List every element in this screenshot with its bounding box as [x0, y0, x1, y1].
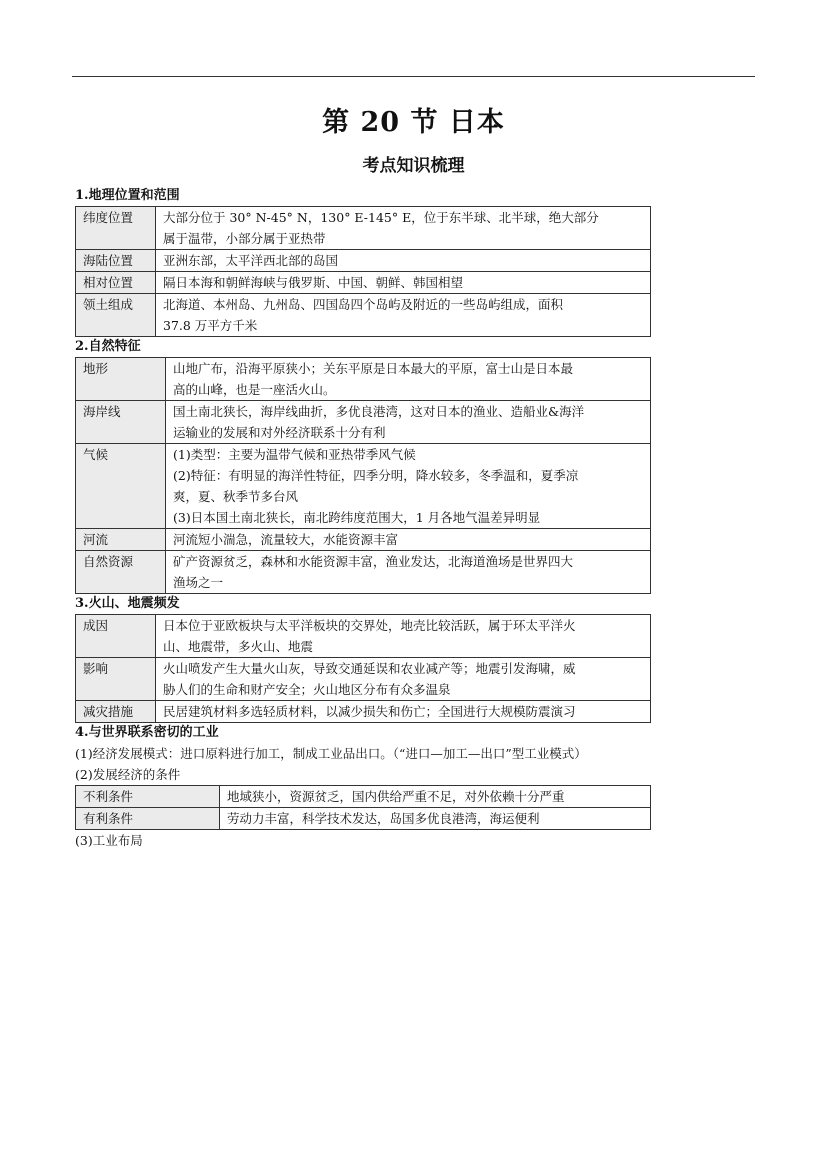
row-content	[220, 808, 651, 830]
row-content	[166, 401, 651, 444]
row-text-line: 胁人们的生命和财产安全；火山地区分布有众多温泉	[163, 682, 451, 697]
table-row	[76, 444, 651, 529]
table-row	[76, 808, 651, 830]
row-content	[156, 250, 651, 272]
row-text-line: 爽，夏、秋季节多台风	[173, 489, 299, 504]
row-label: 影响	[76, 658, 156, 701]
section-heading-location: 1.地理位置和范围	[75, 188, 180, 203]
table-row	[76, 658, 651, 701]
row-text-line: 地域狭小，资源贫乏，国内供给严重不足，对外依赖十分严重	[227, 789, 565, 804]
row-label: 海陆位置	[76, 250, 156, 272]
row-content	[220, 786, 651, 808]
section-heading-disasters: 3.火山、地震频发	[75, 596, 180, 611]
row-text-line: 运输业的发展和对外经济联系十分有利	[173, 425, 386, 440]
row-label: 不利条件	[76, 786, 220, 808]
row-label: 气候	[76, 444, 166, 529]
table-row	[76, 294, 651, 337]
row-content	[156, 658, 651, 701]
row-text-line: 矿产资源贫乏，森林和水能资源丰富，渔业发达，北海道渔场是世界四大	[173, 554, 574, 569]
row-content	[166, 358, 651, 401]
row-text-line: 亚洲东部，太平洋西北部的岛国	[163, 253, 339, 268]
row-text-line: 国土南北狭长，海岸线曲折，多优良港湾，这对日本的渔业、造船业&海洋	[173, 404, 585, 419]
header-rule	[72, 76, 755, 77]
row-text-line: 火山喷发产生大量火山灰，导致交通延误和农业减产等；地震引发海啸，威	[163, 661, 576, 676]
row-label: 海岸线	[76, 401, 166, 444]
row-text-line: 河流短小湍急，流量较大，水能资源丰富	[173, 532, 399, 547]
industry-item-1: (1)经济发展模式：进口原料进行加工，制成工业品出口。（“进口—加工—出口”型工业模式）	[75, 746, 587, 761]
row-text-line: 属于温带，小部分属于亚热带	[163, 231, 326, 246]
document-body	[75, 186, 755, 851]
row-label: 纬度位置	[76, 207, 156, 250]
row-content	[156, 615, 651, 658]
row-content	[156, 701, 651, 723]
page-title: 第 20 节 日本	[322, 107, 505, 138]
row-text-line: 高的山峰，也是一座活火山。	[173, 382, 336, 397]
row-content	[166, 444, 651, 529]
row-label: 有利条件	[76, 808, 220, 830]
section-heading-nature: 2.自然特征	[75, 339, 141, 354]
industry-item-3: (3)工业布局	[75, 833, 143, 848]
table-row	[76, 207, 651, 250]
row-text-line: 大部分位于 30° N-45° N，130° E-145° E，位于东半球、北半球，绝大部分	[163, 210, 599, 225]
row-text-line: 隔日本海和朝鲜海峡与俄罗斯、中国、朝鲜、韩国相望	[163, 275, 464, 290]
location-table	[75, 206, 651, 337]
row-text-line: 民居建筑材料多选轻质材料，以减少损失和伤亡；全国进行大规模防震演习	[163, 704, 576, 719]
row-label: 地形	[76, 358, 166, 401]
row-text-line: 山、地震带，多火山、地震	[163, 639, 314, 654]
table-row	[76, 358, 651, 401]
table-row	[76, 272, 651, 294]
row-text-line: (1)类型：主要为温带气候和亚热带季风气候	[173, 447, 416, 462]
section-heading-industry: 4.与世界联系密切的工业	[75, 725, 219, 740]
nature-table	[75, 357, 651, 594]
row-text-line: 山地广布，沿海平原狭小；关东平原是日本最大的平原，富士山是日本最	[173, 361, 574, 376]
row-content	[166, 529, 651, 551]
row-text-line: 37.8 万平方千米	[163, 318, 258, 333]
row-text-line: (2)特征：有明显的海洋性特征，四季分明，降水较多，冬季温和，夏季凉	[173, 468, 579, 483]
row-text-line: 劳动力丰富，科学技术发达，岛国多优良港湾，海运便利	[227, 811, 540, 826]
row-text-line: 渔场之一	[173, 575, 224, 590]
row-label: 成因	[76, 615, 156, 658]
row-label: 减灾措施	[76, 701, 156, 723]
row-content	[156, 272, 651, 294]
table-row	[76, 786, 651, 808]
row-label: 自然资源	[76, 551, 166, 594]
row-label: 河流	[76, 529, 166, 551]
page-subtitle: 考点知识梳理	[362, 156, 465, 176]
industry-item-2: (2)发展经济的条件	[75, 767, 181, 782]
conditions-table	[75, 785, 651, 830]
table-row	[76, 551, 651, 594]
table-row	[76, 615, 651, 658]
table-row	[76, 529, 651, 551]
row-text-line: 日本位于亚欧板块与太平洋板块的交界处，地壳比较活跃，属于环太平洋火	[163, 618, 576, 633]
row-content	[156, 294, 651, 337]
row-content	[166, 551, 651, 594]
row-label: 相对位置	[76, 272, 156, 294]
row-content	[156, 207, 651, 250]
row-text-line: (3)日本国土南北狭长，南北跨纬度范围大，1 月各地气温差异明显	[173, 510, 541, 525]
table-row	[76, 250, 651, 272]
table-row	[76, 401, 651, 444]
table-row	[76, 701, 651, 723]
row-text-line: 北海道、本州岛、九州岛、四国岛四个岛屿及附近的一些岛屿组成，面积	[163, 297, 564, 312]
row-label: 领土组成	[76, 294, 156, 337]
disaster-table	[75, 614, 651, 723]
